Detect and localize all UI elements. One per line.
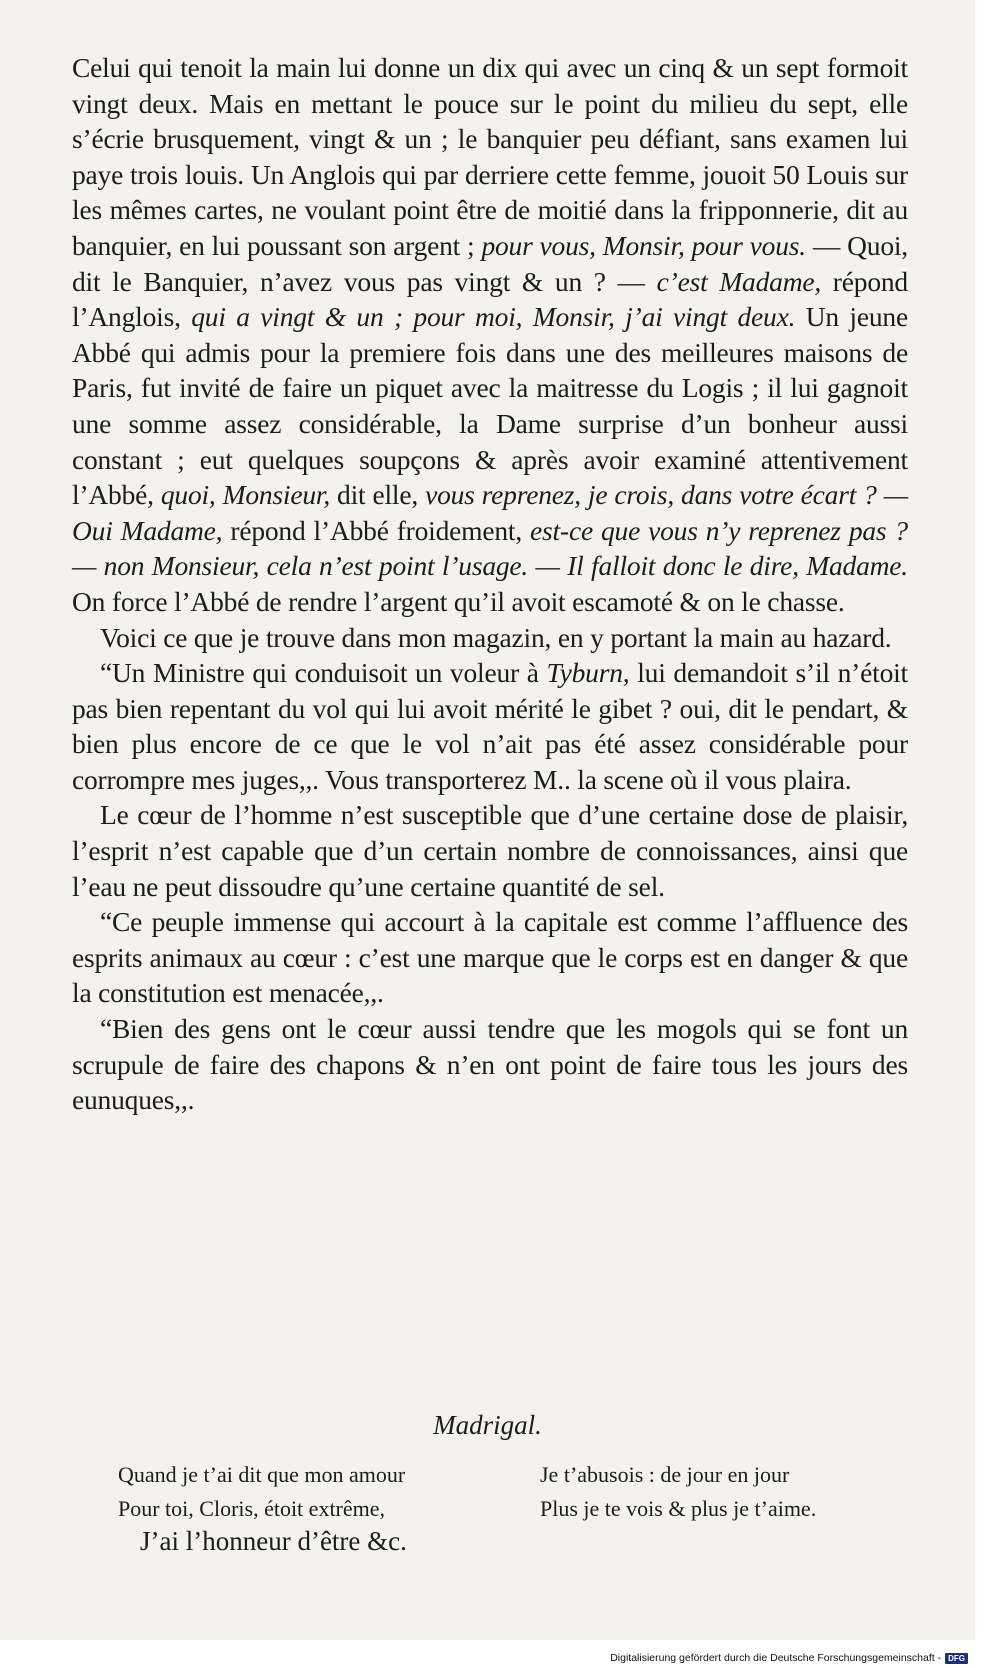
verse-right-column xyxy=(540,1458,816,1526)
verse-left-column xyxy=(118,1458,405,1526)
text-segment: — Quoi, dit le Banquier, n’avez vous pas vingt & un ? — xyxy=(72,229,908,297)
italic-text: qui a vingt & un ; pour moi, Monsir, j’ai vingt deux. xyxy=(191,301,796,333)
text-segment: On force l’Abbé de rendre l’argent qu’il avoit escamoté & on le chasse. xyxy=(72,585,845,617)
text-segment: répond l’Abbé froidement, xyxy=(222,514,531,546)
paragraph xyxy=(72,1011,908,1118)
italic-text: Tyburn, xyxy=(546,657,630,689)
italic-text: c’est Madame, xyxy=(656,265,822,297)
text-segment: lui demandoit s’il n’étoit pas bien repentant du vol qui lui avoit mérité le gibet ? oui, dit le pendart, & bien plus encore de ce que le vol n’ait pas été assez considérable pour corrompre mes juges,,. Vous transporterez M.. la scene où il vous plaira. xyxy=(72,657,908,795)
verse-line: Plus je te vois & plus je t’aime. xyxy=(540,1496,817,1521)
verse-line: Quand je t’ai dit que mon amour xyxy=(118,1462,406,1487)
body-text xyxy=(72,50,908,1118)
footer xyxy=(610,1652,968,1664)
text-segment: Le cœur de l’homme n’est susceptible que d’une certaine dose de plaisir, l’esprit n’est capable que d’un certain nombre de connoissances, ainsi que l’eau ne peut dissoudre qu’une certaine quantité de sel. xyxy=(72,799,908,902)
italic-text: pour vous, Monsir, pour vous. xyxy=(481,229,806,261)
paragraph xyxy=(72,655,908,797)
dfg-logo: DFG xyxy=(945,1653,968,1664)
italic-text: quoi, Monsieur, xyxy=(160,479,331,511)
italic-text: est-ce que vous n’y reprenez pas ? — non Monsieur, cela n’est point l’usage. — Il falloit donc le dire, Madame. xyxy=(72,514,908,582)
text-segment: répond l’Anglois, xyxy=(72,265,908,333)
italic-text: vous reprenez, je crois, dans votre écart ? — Oui Madame, xyxy=(72,479,908,546)
text-segment: Un jeune Abbé qui admis pour la premiere fois dans une des meilleures maisons de Paris, fut invité de faire un piquet avec la maitresse du Logis ; il lui gagnoit une somme assez considérable, la Dame surprise d’un bonheur aussi constant ; eut quelques soupçons & après avoir examiné attentivement l’Abbé, xyxy=(72,301,908,511)
text-segment: Voici ce que je trouve dans mon magazin, en y portant la main au hazard. xyxy=(100,621,892,653)
text-segment: dit elle, xyxy=(330,479,426,511)
text-segment: “Bien des gens ont le cœur aussi tendre que les mogols qui se font un scrupule de faire des chapons & n’en ont point de faire tous les jours des eunuques,,. xyxy=(72,1013,908,1116)
verse-line: Pour toi, Cloris, étoit extrême, xyxy=(118,1496,386,1521)
paragraph xyxy=(72,904,908,1011)
madrigal-title: Madrigal. xyxy=(433,1410,542,1440)
paragraph xyxy=(72,50,908,620)
paragraph xyxy=(72,620,908,656)
text-segment: Celui qui tenoit la main lui donne un dix qui avec un cinq & un sept formoit vingt deux. Mais en mettant le pouce sur le point du milieu du sept, elle s’écrie brusquement, vingt & un ; le banquier peu défiant, sans examen lui paye trois louis. Un Anglois qui par derriere cette femme, jouoit 50 Louis sur les mêmes cartes, ne voulant point être de moitié dans la fripponnerie, dit au banquier, en lui poussant son argent ; xyxy=(72,52,908,261)
text-segment: “Ce peuple immense qui accourt à la capitale est comme l’affluence des esprits animaux au cœur : c’est une marque que le corps est en danger & que la constitution est menacée,,. xyxy=(72,906,908,1009)
verse-line: Je t’abusois : de jour en jour xyxy=(540,1462,790,1487)
footer-text: Digitalisierung gefördert durch die Deutsche Forschungsgemeinschaft - xyxy=(610,1652,942,1664)
closing-line: J’ai l’honneur d’être &c. xyxy=(140,1526,407,1556)
paragraph xyxy=(72,797,908,904)
text-segment: “Un Ministre qui conduisoit un voleur à xyxy=(100,657,547,689)
